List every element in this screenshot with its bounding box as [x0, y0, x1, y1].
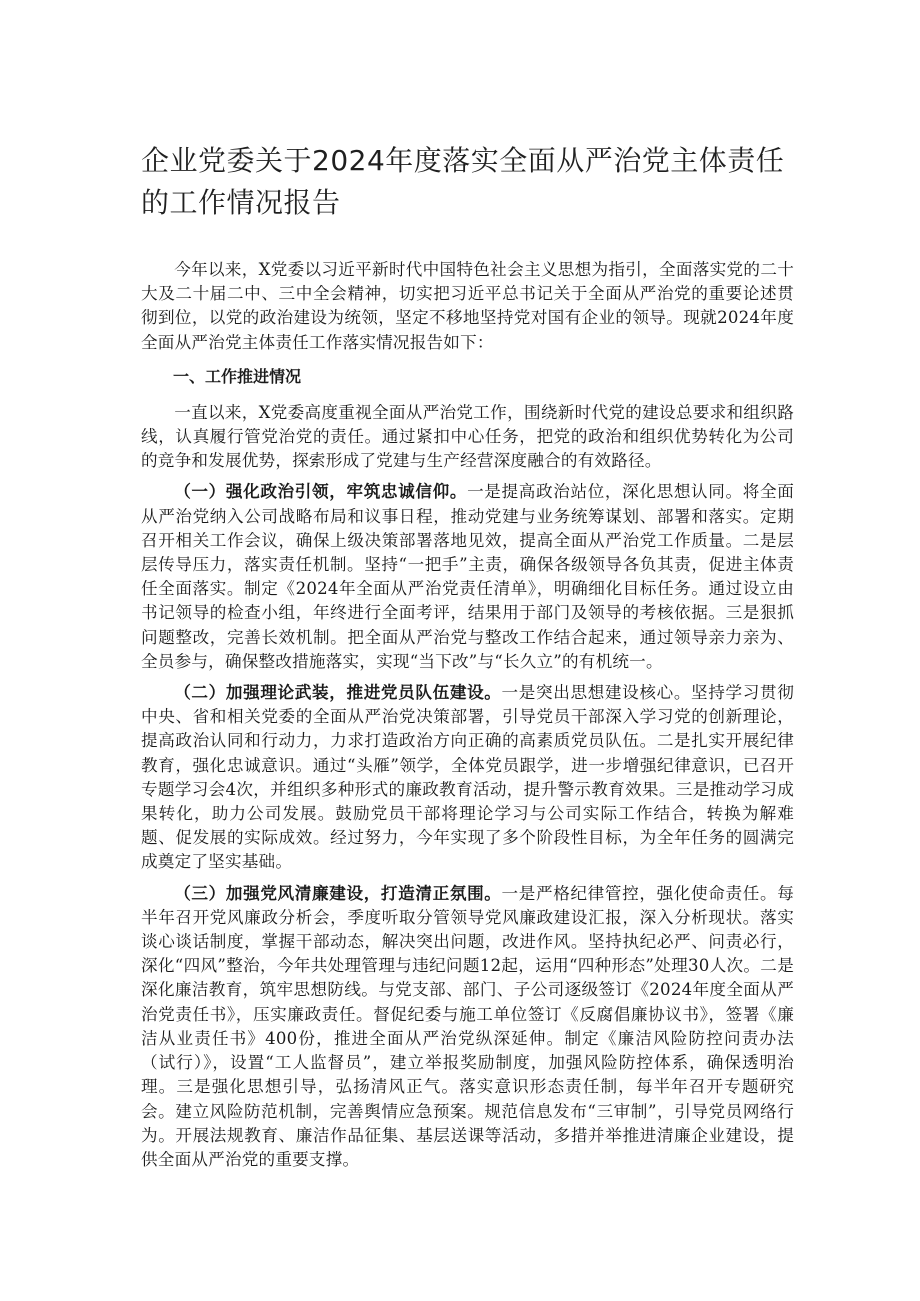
item-2-lead: （二）加强理论武装，推进党员队伍建设。	[174, 683, 502, 703]
item-3-paragraph	[141, 882, 794, 1172]
intro-paragraph: 今年以来，X党委以习近平新时代中国特色社会主义思想为指引，全面落实党的二十大及二十届二中、三中全会精神，切实把习近平总书记关于全面从严治党的重要论述贯彻到位，以党的政治建设为统领，坚定不移地坚持党对国有企业的领导。现就2024年度全面从严治党主体责任工作落实情况报告如下：	[141, 260, 794, 352]
document-page	[141, 140, 794, 1179]
item-2-body: 一是突出思想建设核心。坚持学习贯彻中央、省和相关党委的全面从严治党决策部署，引导党员干部深入学习党的创新理论，提高政治认同和行动力，力求打造政治方向正确的高素质党员队伍。二是扎实开展纪律教育，强化忠诚意识。通过“头雁”领学，全体党员跟学，进一步增强纪律意识，已召开专题学习会4次，并组织多种形式的廉政教育活动，提升警示教育效果。三是推动学习成果转化，助力公司发展。鼓励党员干部将理论学习与公司实际工作结合，转换为解难题、促发展的实际成效。经过努力，今年实现了多个阶段性目标，为全年任务的圆满完成奠定了坚实基础。	[141, 683, 794, 872]
title-line-1: 企业党委关于2024年度落实全面从严治党主体责任	[141, 144, 785, 177]
item-1-paragraph	[141, 480, 794, 674]
document-title	[141, 140, 794, 224]
section-heading-1: 一、工作推进情况	[173, 366, 302, 386]
title-line-2: 的工作情况报告	[141, 186, 341, 219]
item-3-lead: （三）加强党风清廉建设，打造清正氛围。	[174, 883, 502, 903]
section-1-intro-paragraph: 一直以来，X党委高度重视全面从严治党工作，围绕新时代党的建设总要求和组织路线，认真履行管党治党的责任。通过紧扣中心任务，把党的政治和组织优势转化为公司的竞争和发展优势，探索形成了党建与生产经营深度融合的有效路径。	[141, 402, 794, 471]
item-3-body: 一是严格纪律管控，强化使命责任。每半年召开党风廉政分析会，季度听取分管领导党风廉政建设汇报，深入分析现状。落实谈心谈话制度，掌握干部动态，解决突出问题，改进作风。坚持执纪必严、问责必行，深化“四风”整治，今年共处理管理与违纪问题12起，运用“四种形态”处理30人次。二是深化廉洁教育，筑牢思想防线。与党支部、部门、子公司逐级签订《2024年度全面从严治党责任书》，压实廉政责任。督促纪委与施工单位签订《反腐倡廉协议书》，签署《廉洁从业责任书》400份，推进全面从严治党纵深延伸。制定《廉洁风险防控问责办法（试行）》，设置“工人监督员”，建立举报奖励制度，加强风险防控体系，确保透明治理。三是强化思想引导，弘扬清风正气。落实意识形态责任制，每半年召开专题研究会。建立风险防范机制，完善舆情应急预案。规范信息发布“三审制”，引导党员网络行为。开展法规教育、廉洁作品征集、基层送课等活动，多措并举推进清廉企业建设，提供全面从严治党的重要支撑。	[141, 883, 794, 1169]
item-1-lead: （一）强化政治引领，牢筑忠诚信仰。	[174, 482, 468, 502]
item-2-paragraph	[141, 681, 794, 875]
item-1-body: 一是提高政治站位，深化思想认同。将全面从严治党纳入公司战略布局和议事日程，推动党建与业务统筹谋划、部署和落实。定期召开相关工作会议，确保上级决策部署落地见效，提高全面从严治党工作质量。二是层层传导压力，落实责任机制。坚持“一把手”主责，确保各级领导各负其责，促进主体责任全面落实。制定《2024年全面从严治党责任清单》，明确细化目标任务。通过设立由书记领导的检查小组，年终进行全面考评，结果用于部门及领导的考核依据。三是狠抓问题整改，完善长效机制。把全面从严治党与整改工作结合起来，通过领导亲力亲为、全员参与，确保整改措施落实，实现“当下改”与“长久立”的有机统一。	[141, 482, 794, 671]
document-body	[141, 258, 794, 1172]
